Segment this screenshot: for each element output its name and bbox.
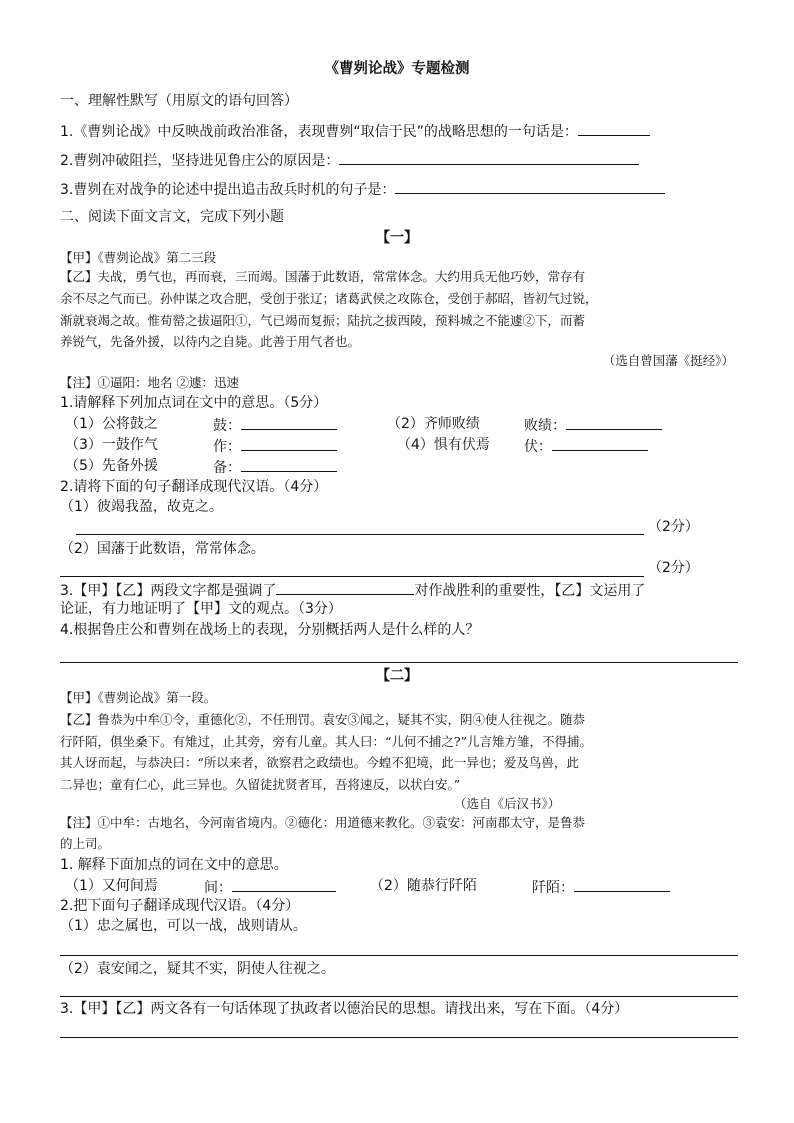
part2-heading: 二、阅读下面文言文，完成下列小题 [60, 209, 284, 225]
sec1-q2-a: （1）彼竭我盈，故克之。 [60, 499, 223, 515]
passage-yi-line: 余不尽之气而已。孙仲谋之攻合肥，受创于张辽；诸葛武侯之攻陈仓，受创于郝昭，皆初气过锐， [60, 291, 598, 306]
passage-source: （选自曾国藩《挺经》） [602, 353, 734, 368]
question-text: 3.曹刿在对战争的论述中提出追击敌兵时机的句子是： [60, 182, 396, 198]
sec1-q1-item-label: （1）公将鼓之 [65, 416, 158, 432]
sec1-q1-item-label: （2）齐师败绩 [387, 416, 480, 432]
answer-blank[interactable] [395, 179, 665, 194]
part1-question-1 [60, 121, 650, 141]
sec2-q1-item-label: （1）又何间焉 [65, 878, 158, 894]
passage-yi-line: 其人讶而起，与恭决曰：“所以来者，欲察君之政绩也。今蝗不犯境，此一异也；爱及鸟兽，此 [60, 755, 579, 770]
sec1-q1-stem: 1.请解释下列加点词在文中的意思。（5分） [60, 395, 328, 411]
sec1-q1-item [524, 415, 662, 435]
question-text: 3.【甲】【乙】两段文字都是强调了 [60, 583, 277, 599]
item-word: 间： [204, 880, 232, 896]
passage-jia: 【甲】《曹刿论战》第二三段 [60, 250, 217, 265]
answer-blank[interactable] [241, 436, 337, 451]
item-word: 备： [213, 460, 241, 476]
answer-line[interactable] [60, 1037, 738, 1038]
section-2-title: 【二】 [376, 668, 418, 684]
section-1-title: 【一】 [376, 230, 418, 246]
answer-blank[interactable] [241, 415, 337, 430]
answer-blank[interactable] [339, 150, 639, 165]
part1-heading: 一、理解性默写（用原文的语句回答） [60, 93, 298, 109]
part1-question-2 [60, 150, 639, 170]
sec1-q1-item-label: （4）惧有伏焉 [397, 437, 490, 453]
sec2-q1-item-label: （2）随恭行阡陌 [370, 878, 477, 894]
score-label: （2分） [648, 560, 699, 576]
answer-blank[interactable] [276, 580, 414, 595]
answer-blank[interactable] [578, 121, 650, 136]
item-word: 鼓： [213, 418, 241, 434]
item-word: 阡陌： [532, 880, 574, 896]
answer-blank[interactable] [566, 415, 662, 430]
question-text: 1.《曹刿论战》中反映战前政治准备，表现曹刿“取信于民”的战略思想的一句话是： [60, 124, 578, 140]
answer-blank[interactable] [232, 877, 336, 892]
sec2-q1-stem: 1. 解释下面加点的词在文中的意思。 [60, 857, 288, 873]
sec1-q2-stem: 2.请将下面的句子翻译成现代汉语。（4分） [60, 479, 328, 495]
passage-note: 【注】①逼阳：地名 ②遽：迅速 [60, 375, 239, 390]
passage-yi-line: 渐就衰竭之故。惟荀罃之拔逼阳①，气已竭而复振；陆抗之拔西陵，预料城之不能遽②下，而蓄 [60, 313, 586, 328]
sec1-q1-item-label: （3）一鼓作气 [65, 437, 158, 453]
answer-blank[interactable] [574, 877, 670, 892]
passage-jia: 【甲】《曹刿论战》第一段。 [60, 690, 217, 705]
item-word: 作： [213, 439, 241, 455]
part1-question-3 [60, 179, 665, 199]
passage-yi-line: 行阡陌，俱坐桑下。有雉过，止其旁，旁有儿童。其人曰：“儿何不捕之?”儿言雉方雏，不得捕。 [60, 734, 592, 749]
answer-blank[interactable] [241, 457, 337, 472]
sec1-q1-item [524, 436, 648, 456]
answer-line[interactable] [60, 955, 738, 956]
answer-blank[interactable] [552, 436, 648, 451]
sec2-q2-stem: 2.把下面句子翻译成现代汉语。（4分） [60, 898, 300, 914]
sec1-q1-item [213, 436, 337, 456]
question-text: 2.曹刿冲破阻拦，坚持进见鲁庄公的原因是： [60, 153, 340, 169]
answer-line[interactable] [60, 996, 738, 997]
passage-note: 【注】①中牟：古地名，今河南省境内。②德化：用道德来教化。③袁安：河南郡太守，是鲁恭 [60, 815, 586, 830]
passage-note: 的上司。 [60, 836, 111, 851]
sec2-q2-b: （2）袁安闻之，疑其不实，阴使人往视之。 [60, 961, 335, 977]
passage-yi-line: 二异也；童有仁心，此三异也。久留徒扰贤者耳，吾将速反，以状白安。” [60, 777, 461, 792]
passage-source: （选自《后汉书》） [454, 796, 561, 811]
item-word: 伏： [524, 439, 552, 455]
sec1-q3-line2: 论证，有力地证明了【甲】文的观点。（3分） [60, 601, 342, 617]
page-title: 《曹刿论战》专题检测 [324, 61, 470, 77]
sec1-q1-item [213, 415, 337, 435]
score-label: （2分） [648, 519, 699, 535]
answer-line[interactable] [60, 576, 644, 577]
sec1-q2-b: （2）国藩于此数语，常常体念。 [60, 541, 265, 557]
sec1-q4: 4.根据鲁庄公和曹刿在战场上的表现，分别概括两人是什么样的人？ [60, 622, 480, 638]
sec2-q3: 3.【甲】【乙】两文各有一句话体现了执政者以德治民的思想。请找出来，写在下面。（4分） [60, 1001, 629, 1017]
question-text: 对作战胜利的重要性，【乙】文运用了 [414, 583, 646, 599]
sec1-q1-item [213, 457, 337, 477]
sec2-q1-item [532, 877, 670, 897]
passage-yi-line: 【乙】鲁恭为中牟①令，重德化②，不任刑罚。袁安③闻之，疑其不实，阴④使人往视之。随恭 [60, 712, 586, 727]
sec2-q2-a: （1）忠之属也，可以一战，战则请从。 [60, 918, 307, 934]
answer-line[interactable] [60, 662, 738, 663]
sec1-q3 [60, 580, 645, 600]
passage-yi-line: 【乙】夫战，勇气也，再而衰，三而竭。国藩于此数语，常常体念。大约用兵无他巧妙，常存有 [60, 269, 586, 284]
passage-yi-line: 养锐气，先备外援，以待内之自毙。此善于用气者也。 [60, 334, 361, 349]
item-word: 败绩： [524, 418, 566, 434]
sec1-q1-item-label: （5）先备外援 [65, 458, 158, 474]
answer-line[interactable] [76, 534, 644, 535]
sec2-q1-item [204, 877, 336, 897]
